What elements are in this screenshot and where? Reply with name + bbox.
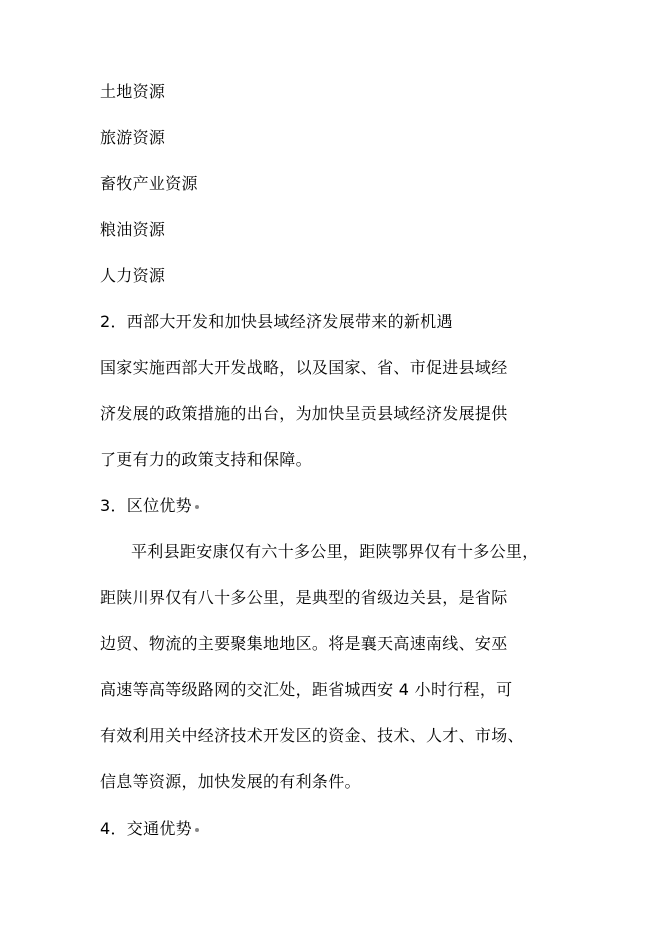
section-3-line-3: 边贸、物流的主要聚集地地区。将是襄天高速南线、安巫	[100, 634, 508, 653]
section-4-heading-row	[100, 819, 199, 839]
resource-item-grain-oil: 粮油资源	[100, 220, 166, 239]
paragraph-mark-icon	[195, 828, 199, 832]
section-2-line-3: 了更有力的政策支持和保障。	[100, 450, 312, 469]
section-3-line-4: 高速等高等级路网的交汇处，距省城西安 4 小时行程，可	[100, 680, 513, 699]
section-3-line-5: 有效利用关中经济技术开发区的资金、技术、人才、市场、	[100, 726, 524, 745]
section-2-heading: 2．西部大开发和加快县域经济发展带来的新机遇	[100, 312, 453, 331]
paragraph-mark-icon	[195, 505, 199, 509]
section-2-line-1: 国家实施西部大开发战略，以及国家、省、市促进县域经	[100, 358, 508, 377]
section-3-line-2: 距陕川界仅有八十多公里，是典型的省级边关县，是省际	[100, 588, 508, 607]
section-2-line-2: 济发展的政策措施的出台，为加快呈贡县域经济发展提供	[100, 404, 508, 423]
section-3-heading-row	[100, 496, 199, 516]
section-4-heading: 4．交通优势	[100, 819, 192, 838]
section-3-line-1: 平利县距安康仅有六十多公里，距陕鄂界仅有十多公里，	[131, 542, 539, 561]
section-3-heading: 3．区位优势	[100, 496, 192, 515]
section-3-line-6: 信息等资源，加快发展的有利条件。	[100, 772, 361, 791]
resource-item-human: 人力资源	[100, 266, 166, 285]
resource-item-land: 土地资源	[100, 82, 166, 101]
resource-item-livestock: 畜牧产业资源	[100, 174, 198, 193]
resource-item-tourism: 旅游资源	[100, 128, 166, 147]
